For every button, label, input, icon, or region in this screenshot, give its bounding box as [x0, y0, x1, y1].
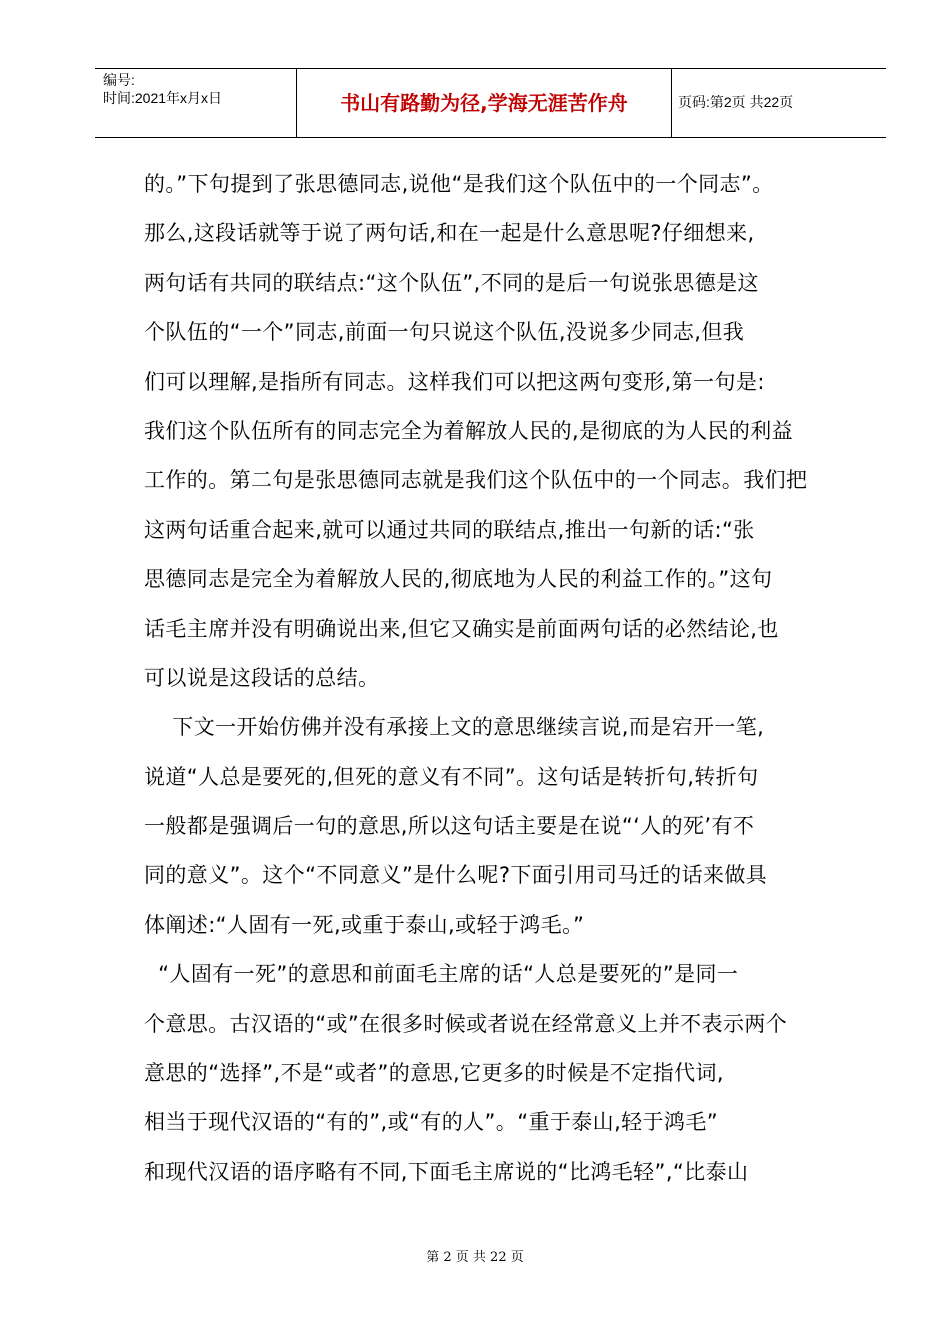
text-line: 一般都是强调后一句的意思,所以这句话主要是在说“‘人的死’有不 [144, 814, 755, 839]
text-line: 个意思。古汉语的“或”在很多时候或者说在经常意义上并不表示两个 [144, 1011, 788, 1036]
text-line: 和现代汉语的语序略有不同,下面毛主席说的“比鸿毛轻”,“比泰山 [144, 1159, 749, 1184]
header-motto-cell [297, 69, 672, 137]
header-page-cell [672, 69, 886, 137]
text-line: “人固有一死”的意思和前面毛主席的话“人总是要死的”是同一 [144, 962, 739, 987]
document-time-label: 时间:2021年x月x日 [103, 90, 223, 106]
text-line: 说道“人总是要死的,但死的意义有不同”。这句话是转折句,转折句 [144, 764, 759, 789]
page-footer [0, 1246, 950, 1265]
text-line: 两句话有共同的联结点:“这个队伍”,不同的是后一句说张思德是这 [144, 270, 759, 295]
text-line: 可以说是这段话的总结。 [144, 665, 380, 690]
motto-text: 书山有路勤为径,学海无涯苦作舟 [340, 91, 628, 115]
text-line: 我们这个队伍所有的同志完全为着解放人民的,是彻底的为人民的利益 [144, 418, 794, 443]
document-body [144, 160, 844, 1197]
text-line: 工作的。第二句是张思德同志就是我们这个队伍中的一个同志。我们把 [144, 468, 808, 493]
document-number-label: 编号: [103, 72, 135, 88]
text-line: 的。”下句提到了张思德同志,说他“是我们这个队伍中的一个同志”。 [144, 172, 774, 196]
text-line: 下文一开始仿佛并没有承接上文的意思继续言说,而是宕开一笔, [144, 715, 765, 740]
footer-page-number: 第 2 页 共 22 页 [426, 1250, 524, 1265]
text-line: 意思的“选择”,不是“或者”的意思,它更多的时候是不定指代词, [144, 1061, 724, 1086]
text-line: 同的意义”。这个“不同意义”是什么呢?下面引用司马迁的话来做具 [144, 863, 768, 888]
text-line: 们可以理解,是指所有同志。这样我们可以把这两句变形,第一句是: [144, 369, 765, 394]
text-line: 思德同志是完全为着解放人民的,彻底地为人民的利益工作的。”这句 [144, 567, 773, 592]
page-header [95, 68, 886, 138]
header-page-info: 页码:第2页 共22页 [678, 94, 794, 110]
text-line: 这两句话重合起来,就可以通过共同的联结点,推出一句新的话:“张 [144, 517, 755, 542]
text-line: 相当于现代汉语的“有的”,或“有的人”。“重于泰山,轻于鸿毛” [144, 1110, 719, 1135]
text-line: 话毛主席并没有明确说出来,但它又确实是前面两句话的必然结论,也 [144, 616, 779, 641]
text-line: 体阐述:“人固有一死,或重于泰山,或轻于鸿毛。” [144, 912, 585, 937]
header-meta-cell [95, 69, 297, 137]
text-line: 那么,这段话就等于说了两句话,和在一起是什么意思呢?仔细想来, [144, 221, 755, 246]
text-line: 个队伍的“一个”同志,前面一句只说这个队伍,没说多少同志,但我 [144, 320, 745, 345]
